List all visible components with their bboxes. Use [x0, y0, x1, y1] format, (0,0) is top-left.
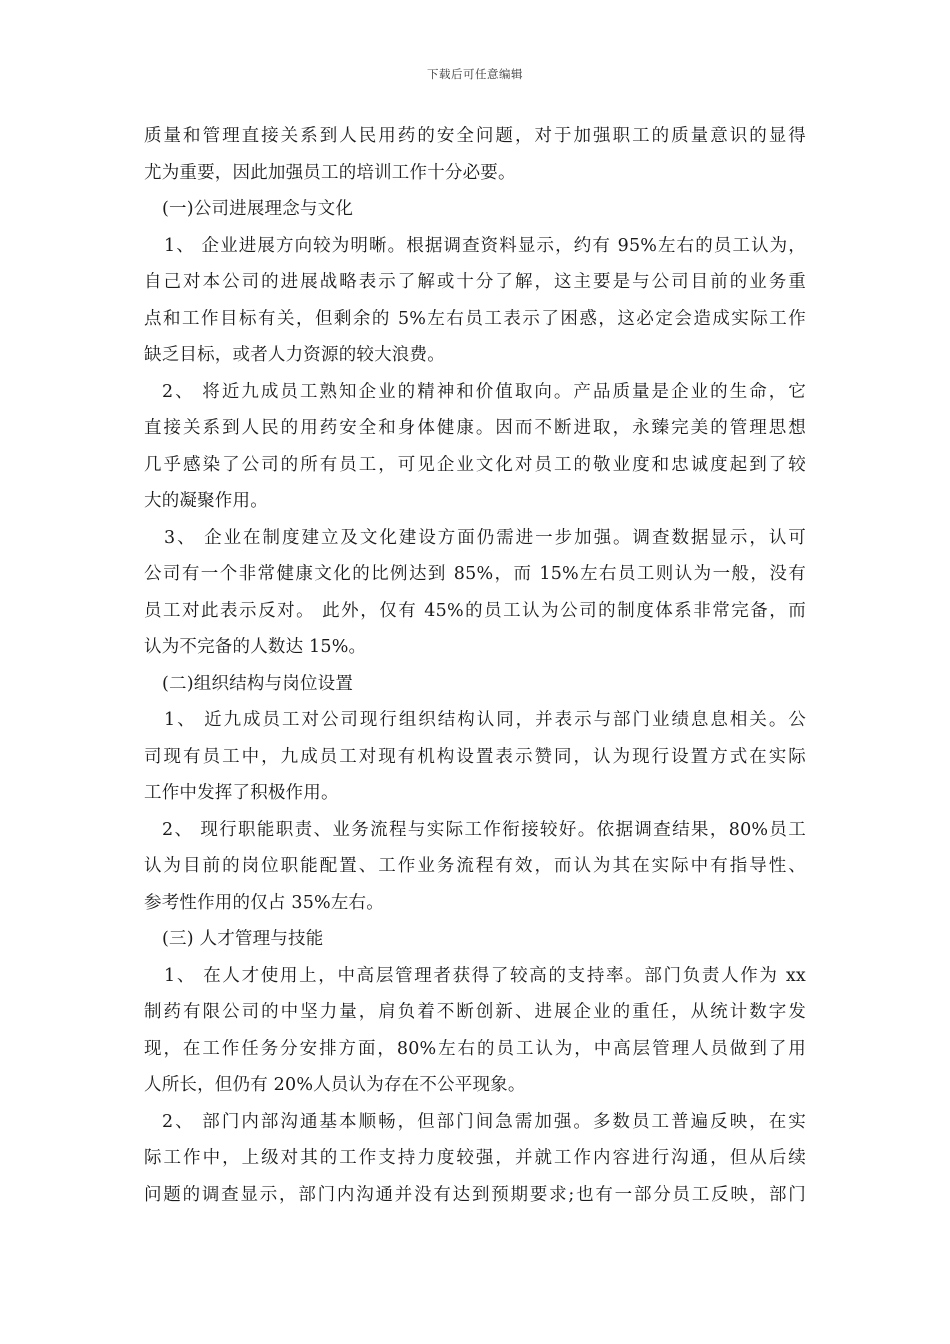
text-line: 2、 现行职能职责、业务流程与实际工作衔接较好。依据调查结果，80%员工 — [162, 819, 806, 840]
text-line: 现，在工作任务分安排方面，80%左右的员工认为，中高层管理人员做到了用 — [144, 1038, 806, 1059]
text-line: 1、 近九成员工对公司现行组织结构认同，并表示与部门业绩息息相关。公 — [164, 710, 806, 730]
text-line: 际工作中，上级对其的工作支持力度较强，并就工作内容进行沟通，但从后续 — [144, 1148, 806, 1168]
text-line: 员工对此表示反对。 此外，仅有 45%的员工认为公司的制度体系非常完备，而 — [144, 600, 806, 621]
text-line: 1、 在人才使用上，中高层管理者获得了较高的支持率。部门负责人作为 xx — [164, 965, 806, 986]
text-line: 工作中发挥了积极作用。 — [144, 783, 339, 803]
text-line: (一)公司进展理念与文化 — [162, 199, 354, 219]
text-line: 制药有限公司的中坚力量，肩负着不断创新、进展企业的重任，从统计数字发 — [144, 1002, 806, 1022]
text-line: 几乎感染了公司的所有员工，可见企业文化对员工的敬业度和忠诚度起到了较 — [144, 454, 806, 475]
text-line: 质量和管理直接关系到人民用药的安全问题，对于加强职工的质量意识的显得 — [144, 126, 806, 146]
text-line: 点和工作目标有关，但剩余的 5%左右员工表示了困惑，这必定会造成实际工作 — [144, 308, 806, 329]
text-line: 认为目前的岗位职能配置、工作业务流程有效，而认为其在实际中有指导性、 — [144, 856, 806, 876]
text-line: 认为不完备的人数达 15%。 — [144, 637, 367, 657]
text-line: 公司有一个非常健康文化的比例达到 85%，而 15%左右员工则认为一般，没有 — [144, 564, 806, 584]
text-line: (三) 人才管理与技能 — [162, 929, 324, 949]
text-line: 1、 企业进展方向较为明晰。根据调查资料显示，约有 95%左右的员工认为， — [164, 235, 806, 256]
text-line: 直接关系到人民的用药安全和身体健康。因而不断进取，永臻完美的管理思想 — [144, 418, 806, 438]
page-header: 下载后可任意编辑 — [427, 67, 523, 81]
text-line: 自己对本公司的进展战略表示了解或十分了解，这主要是与公司目前的业务重 — [144, 272, 806, 292]
document-body — [144, 118, 806, 1213]
text-line: 大的凝聚作用。 — [144, 491, 268, 511]
text-line: 人所长，但仍有 20%人员认为存在不公平现象。 — [144, 1075, 526, 1095]
text-line: 3、 企业在制度建立及文化建设方面仍需进一步加强。调查数据显示，认可 — [164, 527, 806, 548]
text-line: 参考性作用的仅占 35%左右。 — [144, 892, 384, 913]
text-line: 2、 部门内部沟通基本顺畅，但部门间急需加强。多数员工普遍反映，在实 — [162, 1111, 806, 1132]
text-line: 缺乏目标，或者人力资源的较大浪费。 — [144, 345, 445, 365]
text-line: 尤为重要，因此加强员工的培训工作十分必要。 — [144, 162, 516, 183]
text-line: 问题的调查显示，部门内沟通并没有达到预期要求;也有一部分员工反映，部门 — [144, 1184, 806, 1205]
text-line: 司现有员工中，九成员工对现有机构设置表示赞同，认为现行设置方式在实际 — [144, 746, 806, 767]
text-line: (二)组织结构与岗位设置 — [162, 673, 354, 694]
text-line: 2、 将近九成员工熟知企业的精神和价值取向。产品质量是企业的生命，它 — [162, 381, 806, 402]
